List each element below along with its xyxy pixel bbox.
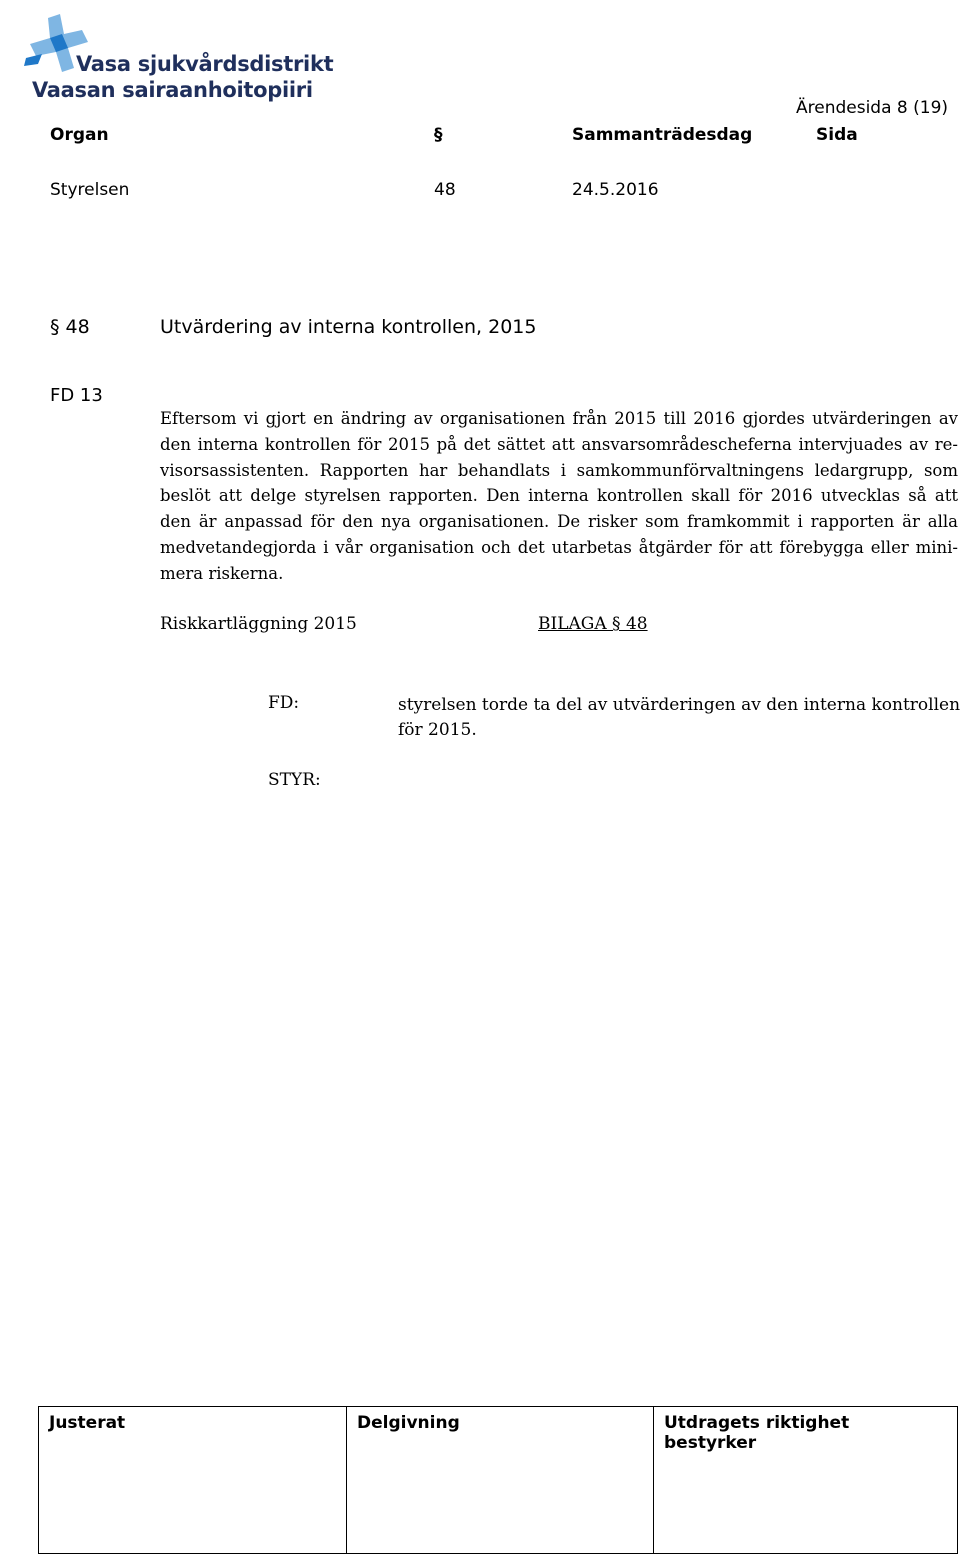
- attachment-link[interactable]: BILAGA § 48: [538, 614, 648, 634]
- body-line: Eftersom vi gjort en ändring av organisationen från 2015 till 2016 gjordes utvärderingen av: [160, 409, 958, 428]
- section-heading: [50, 316, 536, 338]
- footer-label-justerat: Justerat: [49, 1413, 126, 1433]
- footer-cell-justerat: [39, 1407, 346, 1553]
- header-organ-value: Styrelsen: [50, 180, 130, 200]
- body-line: visorsassistenten. Rapporten har behandlats i samkommunförvaltningens ledargrupp, som: [160, 460, 958, 480]
- footer-label-delgivning: Delgivning: [357, 1413, 460, 1433]
- body-line: medvetandegjorda i vår organisation och det utarbetas åtgärder för att förebygga eller mini-: [160, 537, 958, 557]
- header-meeting-date-value: 24.5.2016: [572, 180, 659, 200]
- board-decision-label: STYR:: [268, 770, 321, 790]
- body-paragraph: [160, 406, 958, 587]
- section-title: Utvärdering av interna kontrollen, 2015: [160, 316, 537, 338]
- body-line: beslöt att delge styrelsen rapporten. Den interna kontrollen skall för 2016 utvecklas så att: [160, 486, 958, 506]
- section-number: § 48: [50, 316, 90, 338]
- body-line: mera riskerna.: [160, 563, 284, 583]
- header-col-page: Sida: [816, 125, 858, 145]
- fd-proposal-text: styrelsen torde ta del av utvärderingen av den interna kontrollen för 2015.: [398, 695, 960, 740]
- footer-cell-delgivning: [346, 1407, 653, 1553]
- logo-text-swedish: Vasa sjukvårdsdistrikt: [76, 52, 334, 76]
- footer-signature-table: [38, 1406, 958, 1554]
- logo-text-finnish: Vaasan sairaanhoitopiiri: [32, 78, 313, 102]
- body-line: den interna kontrollen för 2015 på det sättet att ansvarsområdescheferna intervjuades av re-: [160, 434, 958, 454]
- page-reference: Ärendesida 8 (19): [796, 98, 949, 118]
- header-col-paragraph: §: [434, 125, 443, 145]
- body-line: den är anpassad för den nya organisationen. De risker som framkommit i rapporten är alla: [160, 512, 958, 532]
- attachment-name: Riskkartläggning 2015: [160, 614, 357, 634]
- header-col-meeting-date: Sammanträdesdag: [572, 125, 753, 145]
- footer-label-certification: Utdragets riktighet bestyrker: [664, 1413, 850, 1453]
- header-col-organ: Organ: [50, 125, 109, 145]
- organization-logo: [18, 12, 334, 104]
- header-paragraph-value: 48: [434, 180, 456, 200]
- fd-number: FD 13: [50, 385, 103, 406]
- footer-cell-certification: [653, 1407, 957, 1553]
- fd-proposal-label: FD:: [268, 693, 300, 713]
